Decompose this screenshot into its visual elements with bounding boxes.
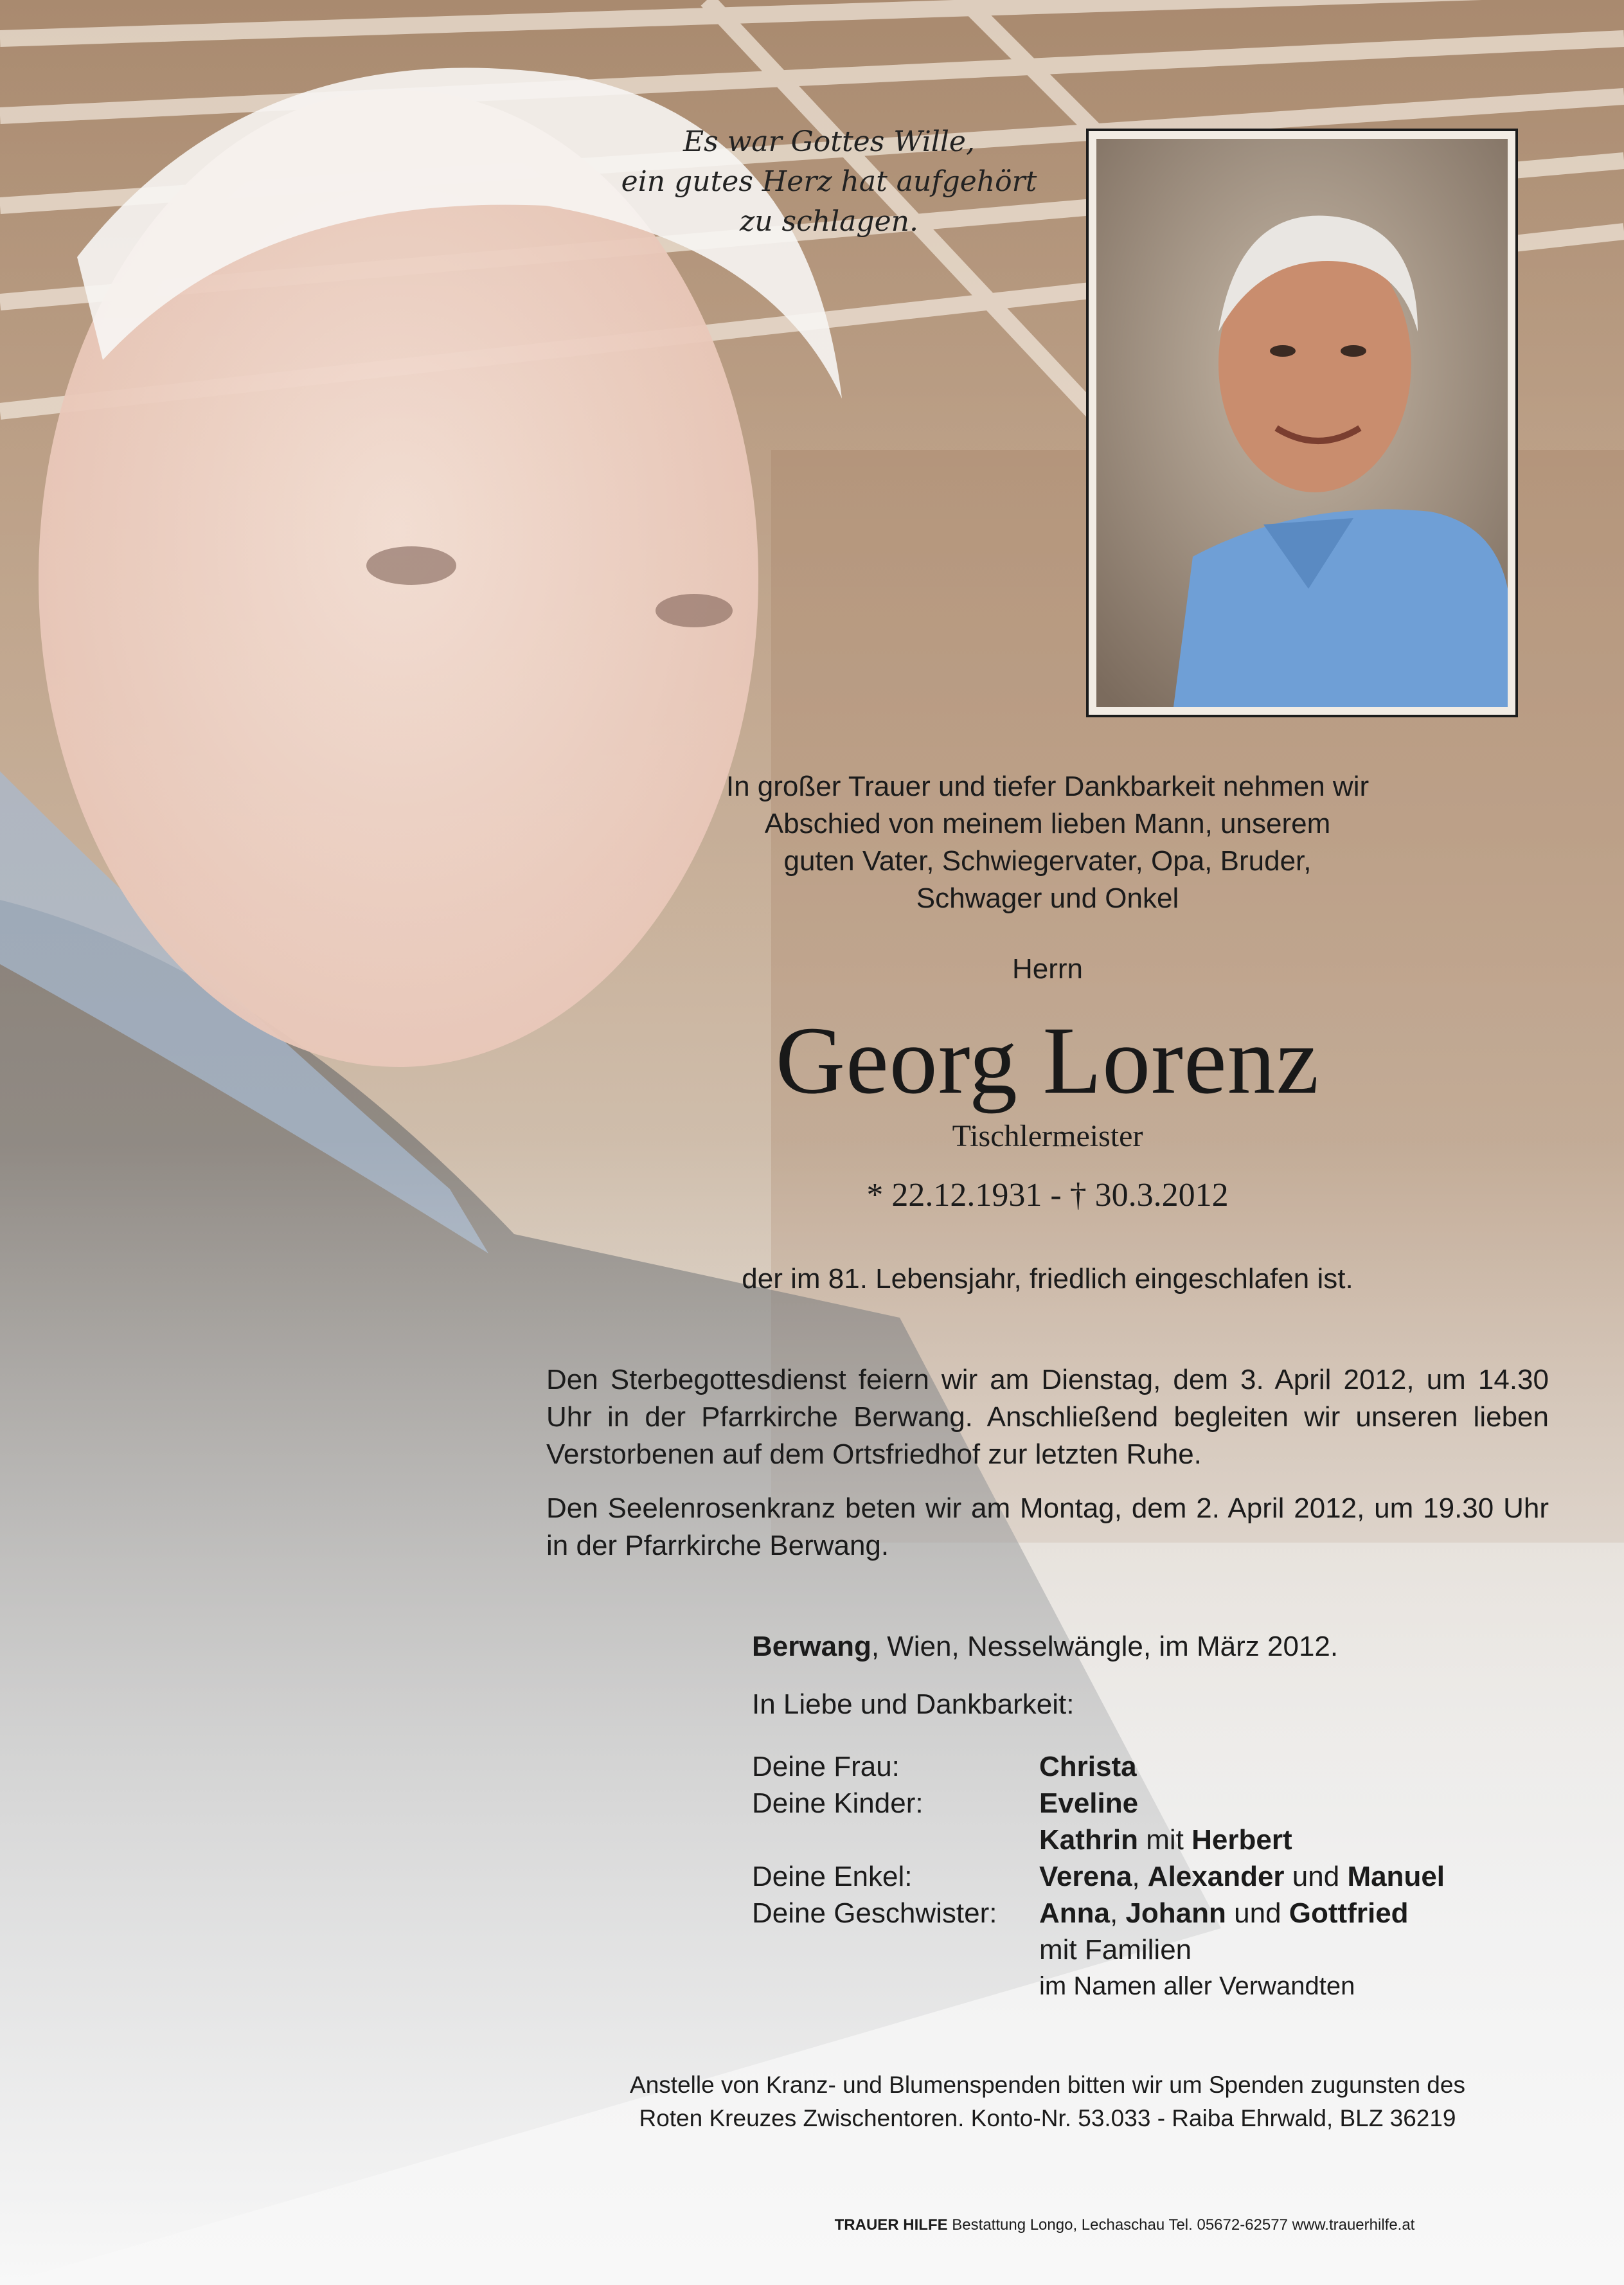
family-connector: , (1132, 1861, 1148, 1892)
family-connector: mit (1138, 1824, 1192, 1856)
deceased-name: Georg Lorenz (775, 1007, 1320, 1114)
place-bold: Berwang (752, 1631, 871, 1662)
portrait-frame (1086, 129, 1518, 717)
family-label: Deine Kinder: (752, 1788, 924, 1819)
rosary-info: Den Seelenrosenkranz beten wir am Montag, dem 2. April 2012, um 19.30 Uhr in der Pfarrkirche Berwang. (546, 1492, 1549, 1561)
family-label: Deine Enkel: (752, 1861, 913, 1892)
passing-statement: der im 81. Lebensjahr, friedlich eingeschlafen ist. (742, 1263, 1353, 1295)
intro-line: Abschied von meinem lieben Mann, unserem (764, 808, 1331, 839)
family-name: Manuel (1347, 1861, 1445, 1892)
life-dates: * 22.12.1931 - † 30.3.2012 (866, 1177, 1229, 1214)
family-connector: und (1226, 1897, 1289, 1929)
intro-line: Schwager und Onkel (916, 883, 1179, 914)
family-name: Kathrin (1039, 1824, 1138, 1856)
family-row-wife (752, 1748, 1445, 1785)
place-date (752, 1631, 1338, 1663)
footer-brand: TRAUER HILFE (834, 2216, 948, 2234)
motto (566, 122, 1093, 242)
family-label: Deine Frau: (752, 1751, 900, 1782)
motto-line: ein gutes Herz hat aufgehört (621, 165, 1037, 198)
motto-line: Es war Gottes Wille, (683, 125, 975, 158)
family-row-relatives (752, 1968, 1445, 2005)
salutation: Herrn (1012, 953, 1084, 985)
motto-line: zu schlagen. (740, 205, 918, 238)
family-list (752, 1748, 1445, 2005)
family-name: Johann (1125, 1897, 1226, 1929)
family-name: Herbert (1191, 1824, 1292, 1856)
funeral-info: Den Sterbegottesdienst feiern wir am Dienstag, dem 3. April 2012, um 14.30 Uhr in der Pfarrkirche Berwang. Anschließend begleiten wir unseren lieben Verstorbenen auf dem Ortsfriedhof zur letzten Ruhe. (546, 1364, 1549, 1470)
family-label: Deine Geschwister: (752, 1897, 997, 1929)
family-row-families (752, 1931, 1445, 1968)
donation-line: Roten Kreuzes Zwischentoren. Konto-Nr. 53.033 - Raiba Ehrwald, BLZ 36219 (639, 2105, 1456, 2131)
intro-text (611, 768, 1485, 917)
footer-contact: Bestattung Longo, Lechaschau Tel. 05672-62577 www.trauerhilfe.at (947, 2216, 1415, 2234)
family-row-siblings (752, 1895, 1445, 1931)
family-connector: und (1284, 1861, 1348, 1892)
donation-note (482, 2068, 1613, 2135)
family-row-children-2 (752, 1822, 1445, 1858)
family-name: Eveline (1039, 1788, 1139, 1819)
family-name: Gottfried (1289, 1897, 1409, 1929)
place-rest: , Wien, Nesselwängle, im März 2012. (871, 1631, 1339, 1662)
profession: Tischlermeister (952, 1119, 1143, 1153)
intro-line: guten Vater, Schwiegervater, Opa, Bruder, (783, 845, 1312, 877)
family-name: Christa (1039, 1751, 1137, 1782)
family-row-grandchildren (752, 1858, 1445, 1895)
donation-line: Anstelle von Kranz- und Blumenspenden bitten wir um Spenden zugunsten des (630, 2072, 1465, 2098)
footer (643, 2216, 1607, 2234)
love-line: In Liebe und Dankbarkeit: (752, 1689, 1075, 1720)
portrait-photo (1096, 139, 1508, 707)
family-connector: , (1110, 1897, 1126, 1929)
family-name: Verena (1039, 1861, 1132, 1892)
family-row-children (752, 1785, 1445, 1822)
relatives-note: im Namen aller Verwandten (1039, 1972, 1355, 2000)
intro-line: In großer Trauer und tiefer Dankbarkeit nehmen wir (726, 771, 1370, 802)
family-name: Anna (1039, 1897, 1110, 1929)
with-families: mit Familien (1039, 1934, 1192, 1966)
family-name: Alexander (1147, 1861, 1285, 1892)
